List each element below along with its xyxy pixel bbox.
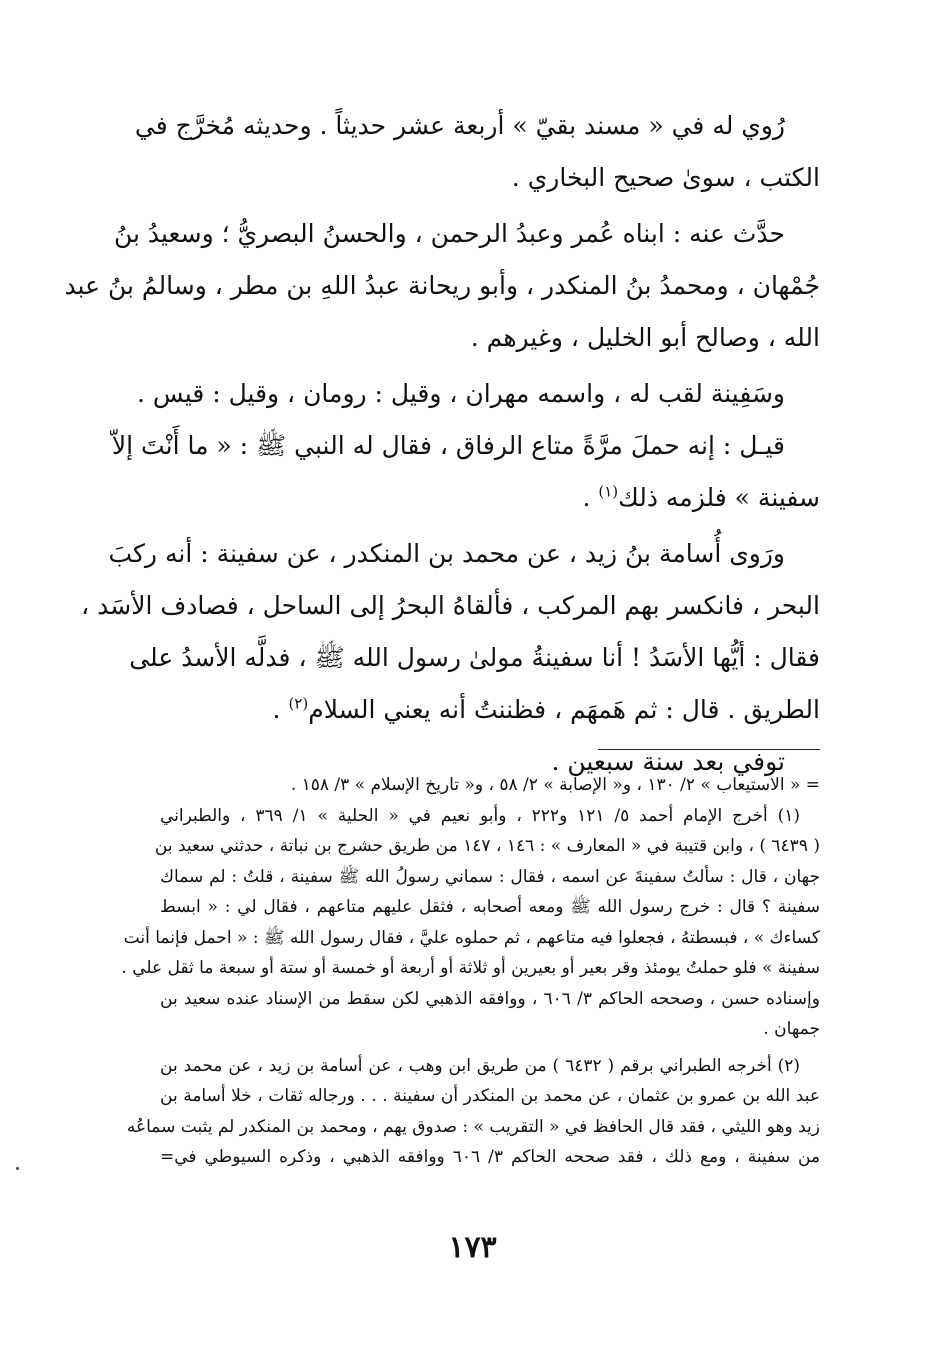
footnote-line: ( ٦٤٣٩ ) ، وابن قتيبة في « المعارف » : ١٤٦ ، ١٤٧ من طريق حشرج بن نباتة ، حدثني سعيد بن: [154, 836, 820, 856]
text-line: فقال : أيُّها الأسَدُ ! أنا سفينةُ مولىٰ رسول الله ﷺ ، فدلَّه الأسدُ على: [129, 643, 820, 672]
text-line: رُوي له في « مسند بقيّ » أربعة عشر حديثاً . وحديثه مُخرَّج في: [134, 111, 785, 140]
footnote-line: (١) أخرج الإمام أحمد ٥/ ١٢١ و٢٢٢ ، وأبو نعيم في « الحلية » ١/ ٣٦٩ ، والطبراني: [160, 805, 800, 826]
page-number: ١٧٣: [448, 1230, 497, 1265]
text-line: توفي بعد سنة سبعين .: [551, 747, 785, 776]
text-line: جُمْهان ، ومحمدُ بنُ المنكدر ، وأبو ريحانة عبدُ اللهِ بن مطر ، وسالمُ بنُ عبد: [64, 271, 820, 300]
footnotes: [121, 770, 820, 1173]
footnote-line: من سفينة ، ومع ذلك ، فقد صححه الحاكم ٣/ ٦٠٦ ووافقه الذهبي ، وذكره السيوطي في=: [160, 1147, 820, 1167]
text-line: الطريق . قال : ثم هَمهَم ، فظننتُ أنه يعني السلام$^{(٢)}$ .: [272, 694, 820, 724]
footnote-line: وإسناده حسن ، وصححه الحاكم ٣/ ٦٠٦ ، ووافقه الذهبي لكن سقط من الإسناد عنده سعيد بن: [160, 988, 820, 1009]
footnote-line: كساءك » ، فبسطتهُ ، فجعلوا فيه متاعهم ، ثم حملوه عليَّ ، فقال رسول الله ﷺ : « احمل فإنما أنت: [123, 927, 820, 948]
text-line: ورَوى أُسامة بنُ زيد ، عن محمد بن المنكدر ، عن سفينة : أنه ركبَ: [108, 539, 785, 568]
footnote-line: سفينة » فلو حملتُ يومئذ وقر بعير أو بعيرين أو ثلاثة أو أربعة أو خمسة أو ستة أو سبعة ما ثقل علي .: [121, 958, 820, 978]
footnote-line: (٢) أخرجه الطبراني برقم ( ٦٤٣٢ ) من طريق ابن وهب ، عن أسامة بن زيد ، عن محمد بن: [160, 1055, 800, 1076]
footnote-line: = « الاستيعاب » ٢/ ١٣٠ ، و« الإصابة » ٢/ ٥٨ ، و« تاريخ الإسلام » ٣/ ١٥٨ .: [290, 775, 820, 795]
text-line: حدَّث عنه : ابناه عُمر وعبدُ الرحمن ، والحسنُ البصريُّ ؛ وسعيدُ بنُ: [113, 219, 785, 248]
footnote-line: عبد الله بن عمرو بن عثمان ، عن محمد بن المنكدر أن سفينة . . . ورجاله ثقات ، خلا أسامة بن: [160, 1086, 820, 1106]
text-line: الله ، وصالح أبو الخليل ، وغيرهم .: [470, 323, 820, 352]
footnote-separator: [598, 749, 820, 750]
footnote-ref: (٢): [288, 694, 309, 713]
footnote-line: سفينة ؟ قال : خرج رسول الله ﷺ ومعه أصحابه ، فثقل عليهم متاعهم ، فقال لي : « ابسط: [160, 897, 820, 917]
text-line: قيـل : إنه حملَ مرَّةً متاع الرفاق ، فقال له النبي ﷺ : « ما أَنْتَ إلاّ: [111, 431, 785, 460]
footnote-line: جمهان .: [763, 1019, 820, 1039]
text-line: سفينة » فلزمه ذلك$^{(١)}$ .: [582, 482, 820, 512]
footnote-ref: (١): [598, 482, 619, 501]
text-line: الكتب ، سوىٰ صحيح البخاري .: [511, 163, 820, 192]
main-text: [64, 100, 820, 788]
scan-speck: [16, 1167, 19, 1170]
text-line: البحر ، فانكسر بهم المركب ، فألقاهُ البحرُ إلى الساحل ، فصادف الأسَد ،: [81, 591, 820, 620]
footnote-line: جهان ، قال : سألتُ سفينةَ عن اسمه ، فقال : سماني رسولُ الله ﷺ سفينة ، قلتُ : لم سماك: [160, 866, 820, 887]
text-line: وسَفِينة لقب له ، واسمه مهران ، وقيل : رومان ، وقيل : قيس .: [137, 379, 785, 408]
footnote-line: زيد وهو الليثي ، فقد قال الحافظ في « التقريب » : صدوق يهم ، ومحمد بن المنكدر لم يثبت سماعُه: [126, 1116, 820, 1137]
